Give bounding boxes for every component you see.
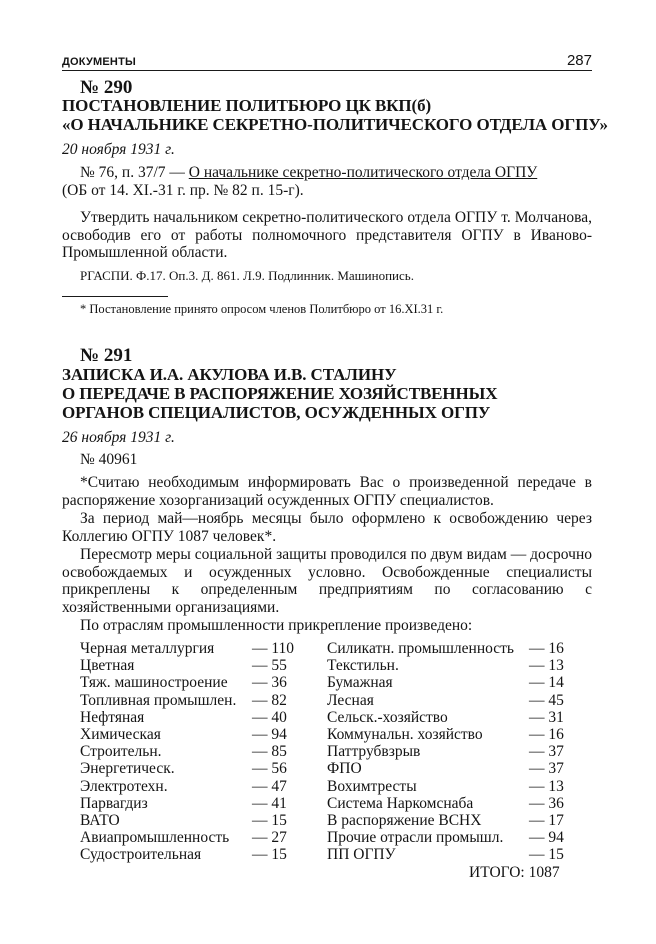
- table-row: Сельск.-хозяйство — 31: [327, 708, 564, 726]
- page-number: 287: [566, 52, 592, 69]
- table-row: Коммунальн. хозяйство — 16: [327, 725, 564, 743]
- table-row: Авиапромышленность — 27: [80, 829, 287, 847]
- doc-291-paragraph-2: За период май—ноябрь месяцы было оформлено к освобождению через Коллегию ОГПУ 1087 человек*.: [62, 510, 592, 545]
- doc-290-title-line-1: ПОСТАНОВЛЕНИЕ ПОЛИТБЮРО ЦК ВКП(б): [62, 96, 432, 115]
- doc-291-registration-number: № 40961: [80, 451, 138, 468]
- table-row: ВАТО — 15: [80, 811, 287, 829]
- table-row: В распоряжение ВСНХ — 17: [327, 811, 564, 829]
- table-row: Силикатн. промышленность — 16: [327, 640, 564, 657]
- table-row: Текстильн. — 13: [327, 657, 564, 675]
- table-row: ФПО — 37: [327, 760, 564, 778]
- industry-table-right: [327, 640, 592, 863]
- doc-291-date: 26 ноября 1931 г.: [62, 429, 175, 446]
- doc-291-title-line-2: О ПЕРЕДАЧЕ В РАСПОРЯЖЕНИЕ ХОЗЯЙСТВЕННЫХ: [62, 384, 498, 403]
- doc-290-archive-reference: РГАСПИ. Ф.17. Оп.3. Д. 861. Л.9. Подлинник. Машинопись.: [80, 268, 414, 283]
- table-row: Химическая — 94: [80, 725, 287, 743]
- footnote-divider: [62, 296, 168, 297]
- doc-290-number: № 290: [80, 77, 133, 98]
- table-row: Паттрубвзрыв — 37: [327, 743, 564, 761]
- table-row: Топливная промышлен. — 82: [80, 691, 287, 709]
- table-row: Судостроительная — 15: [80, 846, 287, 864]
- table-row: Энергетическ. — 56: [80, 760, 287, 778]
- table-row: Система Наркомснаба — 36: [327, 794, 564, 812]
- table-total: ИТОГО: 1087: [469, 864, 560, 881]
- section-title: ДОКУМЕНТЫ: [62, 56, 136, 68]
- table-row: Черная металлургия — 110: [80, 640, 295, 657]
- doc-291-title-line-3: ОРГАНОВ СПЕЦИАЛИСТОВ, ОСУЖДЕННЫХ ОГПУ: [62, 403, 491, 422]
- table-row: Нефтяная — 40: [80, 708, 287, 726]
- doc-291-number: № 291: [80, 345, 133, 366]
- doc-290-reference-line-2: (ОБ от 14. XI.-31 г. пр. № 82 п. 15-г).: [62, 182, 304, 199]
- doc-290-reference: [80, 164, 537, 182]
- doc-290-date: 20 ноября 1931 г.: [62, 141, 175, 158]
- doc-291-paragraph-3: Пересмотр меры социальной защиты проводился по двум видам — досрочно освобождаемых и осужденных условно. Освобожденные специалисты прикреплены к определенным предприятиям по согласованию с хозяйственными организациями.: [62, 546, 592, 616]
- table-row: Парвагдиз — 41: [80, 794, 287, 812]
- doc-291-paragraph-4: По отраслям промышленности прикрепление произведено:: [80, 617, 473, 634]
- table-row: Бумажная — 14: [327, 674, 564, 692]
- table-row: Цветная — 55: [80, 657, 287, 675]
- reference-prefix: № 76, п. 37/7 —: [80, 164, 189, 181]
- table-row: Прочие отрасли промышл. — 94: [327, 829, 564, 847]
- table-row: Тяж. машиностроение — 36: [80, 674, 287, 692]
- doc-291-title-line-1: ЗАПИСКА И.А. АКУЛОВА И.В. СТАЛИНУ: [62, 365, 397, 384]
- table-row: Лесная — 45: [327, 691, 564, 709]
- table-row: ПП ОГПУ — 15: [327, 846, 564, 864]
- running-head: [62, 50, 592, 71]
- table-row: Электротехн. — 47: [80, 777, 287, 795]
- doc-291-paragraph-1: *Считаю необходимым информировать Вас о произведенной передаче в распоряжение хозорганизаций осужденных ОГПУ специалистов.: [62, 474, 592, 509]
- table-row: Строительн. — 85: [80, 743, 287, 761]
- doc-290-body: Утвердить начальником секретно-политического отдела ОГПУ т. Молчанова, освободив его от работы полномочного представителя ОГПУ в Иваново-Промышленной области.: [62, 209, 592, 262]
- reference-subject: О начальнике секретно-политического отдела ОГПУ: [188, 164, 538, 181]
- doc-290-footnote: * Постановление принято опросом членов Политбюро от 16.XI.31 г.: [80, 302, 444, 316]
- doc-290-title-line-2: «О НАЧАЛЬНИКЕ СЕКРЕТНО-ПОЛИТИЧЕСКОГО ОТДЕЛА ОГПУ»: [62, 115, 608, 134]
- table-row: Вохимтресты — 13: [327, 777, 564, 795]
- industry-table-left: [80, 640, 295, 864]
